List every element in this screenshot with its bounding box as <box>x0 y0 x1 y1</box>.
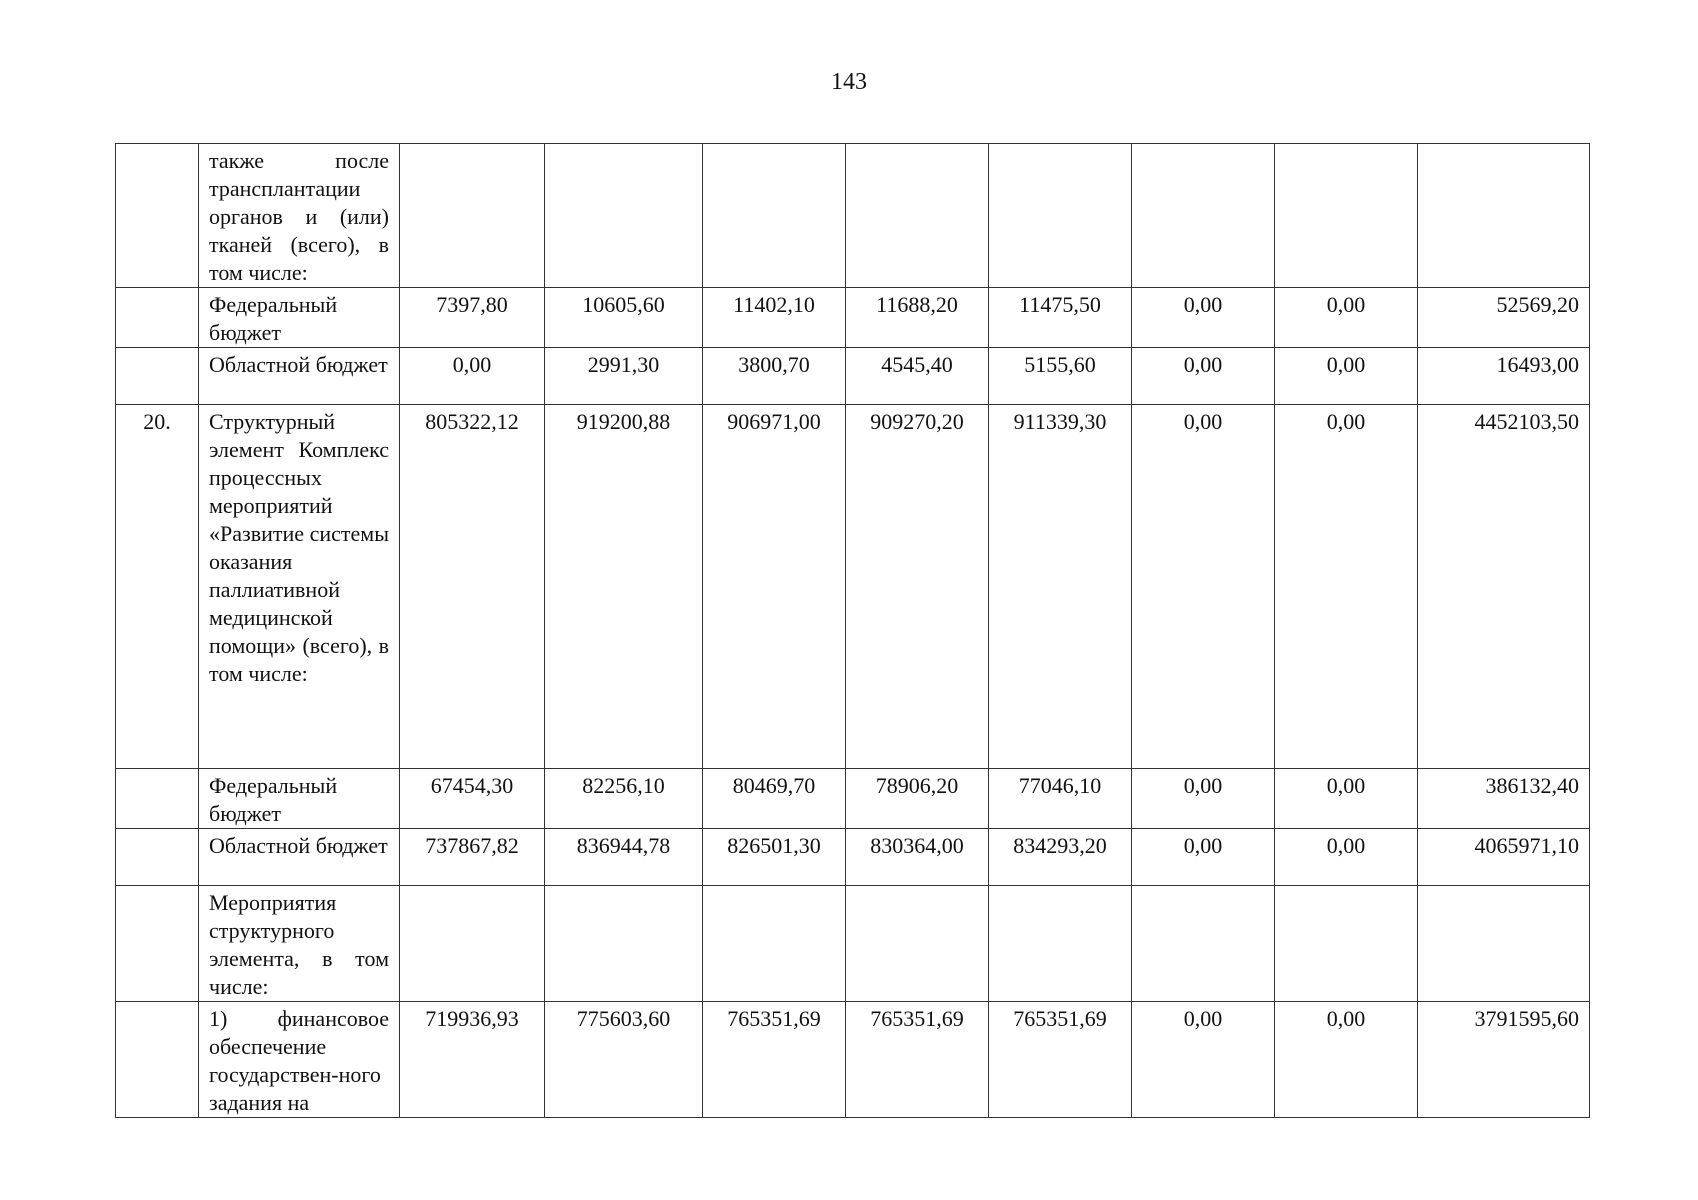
value-cell: 805322,12 <box>400 405 545 769</box>
value-cell: 765351,69 <box>989 1002 1132 1118</box>
row-name-cell: Структурный элемент Комплекс процессных мероприятий «Развитие системы оказания паллиативной медицинской помощи» (всего), в том числе: <box>199 405 400 769</box>
value-cell: 0,00 <box>1132 288 1275 348</box>
value-cell <box>400 144 545 288</box>
table-row <box>116 405 1590 769</box>
value-cell: 0,00 <box>1275 829 1418 886</box>
total-cell: 4065971,10 <box>1418 829 1590 886</box>
value-cell: 82256,10 <box>545 769 703 829</box>
value-cell: 0,00 <box>1132 1002 1275 1118</box>
budget-table <box>115 143 1590 1118</box>
value-cell: 11475,50 <box>989 288 1132 348</box>
value-cell <box>1132 886 1275 1002</box>
value-cell: 11688,20 <box>846 288 989 348</box>
value-cell <box>989 144 1132 288</box>
row-name-cell: Областной бюджет <box>199 829 400 886</box>
value-cell <box>1275 886 1418 1002</box>
total-cell: 4452103,50 <box>1418 405 1590 769</box>
value-cell: 0,00 <box>1132 348 1275 405</box>
value-cell <box>1275 144 1418 288</box>
value-cell: 7397,80 <box>400 288 545 348</box>
value-cell: 0,00 <box>1132 829 1275 886</box>
value-cell: 0,00 <box>400 348 545 405</box>
value-cell <box>989 886 1132 1002</box>
table-row <box>116 288 1590 348</box>
value-cell: 3800,70 <box>703 348 846 405</box>
value-cell: 826501,30 <box>703 829 846 886</box>
value-cell: 765351,69 <box>846 1002 989 1118</box>
total-cell: 386132,40 <box>1418 769 1590 829</box>
row-name-cell: Мероприятия структурного элемента, в том числе: <box>199 886 400 1002</box>
row-number-cell <box>116 144 199 288</box>
value-cell: 836944,78 <box>545 829 703 886</box>
value-cell <box>400 886 545 1002</box>
value-cell: 0,00 <box>1275 769 1418 829</box>
value-cell: 775603,60 <box>545 1002 703 1118</box>
value-cell: 77046,10 <box>989 769 1132 829</box>
value-cell <box>846 144 989 288</box>
table-row <box>116 144 1590 288</box>
value-cell: 906971,00 <box>703 405 846 769</box>
value-cell: 911339,30 <box>989 405 1132 769</box>
table-row <box>116 769 1590 829</box>
total-cell <box>1418 144 1590 288</box>
table-row <box>116 886 1590 1002</box>
row-number-cell <box>116 886 199 1002</box>
value-cell: 67454,30 <box>400 769 545 829</box>
row-number-cell <box>116 288 199 348</box>
value-cell: 78906,20 <box>846 769 989 829</box>
row-number-cell <box>116 769 199 829</box>
row-number-cell <box>116 1002 199 1118</box>
row-name-cell: 1) финансовое обеспечение государствен-ного задания на <box>199 1002 400 1118</box>
total-cell: 16493,00 <box>1418 348 1590 405</box>
table-row <box>116 829 1590 886</box>
row-number-cell <box>116 829 199 886</box>
value-cell <box>545 886 703 1002</box>
value-cell: 719936,93 <box>400 1002 545 1118</box>
row-name-cell: также после трансплантации органов и (или) тканей (всего), в том числе: <box>199 144 400 288</box>
value-cell: 765351,69 <box>703 1002 846 1118</box>
value-cell <box>703 144 846 288</box>
table-row <box>116 1002 1590 1118</box>
value-cell <box>846 886 989 1002</box>
value-cell: 11402,10 <box>703 288 846 348</box>
value-cell: 4545,40 <box>846 348 989 405</box>
value-cell: 0,00 <box>1275 348 1418 405</box>
value-cell: 10605,60 <box>545 288 703 348</box>
page-number: 143 <box>831 69 867 95</box>
value-cell <box>1132 144 1275 288</box>
value-cell: 0,00 <box>1132 405 1275 769</box>
value-cell: 80469,70 <box>703 769 846 829</box>
row-name-cell: Федеральный бюджет <box>199 288 400 348</box>
value-cell: 737867,82 <box>400 829 545 886</box>
value-cell: 0,00 <box>1275 1002 1418 1118</box>
value-cell: 5155,60 <box>989 348 1132 405</box>
row-name-cell: Федеральный бюджет <box>199 769 400 829</box>
table-row <box>116 348 1590 405</box>
value-cell <box>545 144 703 288</box>
value-cell: 0,00 <box>1275 288 1418 348</box>
total-cell: 52569,20 <box>1418 288 1590 348</box>
value-cell <box>703 886 846 1002</box>
value-cell: 919200,88 <box>545 405 703 769</box>
value-cell: 834293,20 <box>989 829 1132 886</box>
row-number-cell <box>116 348 199 405</box>
value-cell: 0,00 <box>1275 405 1418 769</box>
value-cell: 0,00 <box>1132 769 1275 829</box>
row-number-cell: 20. <box>116 405 199 769</box>
value-cell: 830364,00 <box>846 829 989 886</box>
value-cell: 909270,20 <box>846 405 989 769</box>
total-cell <box>1418 886 1590 1002</box>
total-cell: 3791595,60 <box>1418 1002 1590 1118</box>
value-cell: 2991,30 <box>545 348 703 405</box>
row-name-cell: Областной бюджет <box>199 348 400 405</box>
